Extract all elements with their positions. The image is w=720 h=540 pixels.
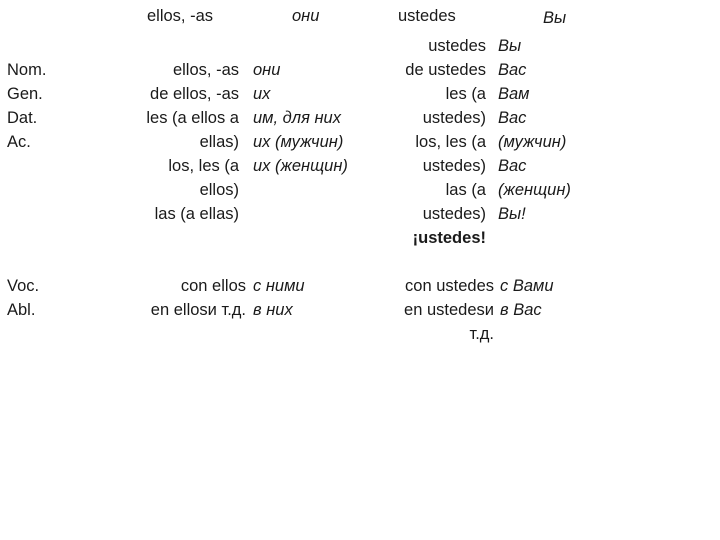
vy-form: Вам	[498, 85, 530, 103]
vy-form: Вы	[498, 37, 522, 55]
vy-form: в Вас	[500, 301, 542, 319]
case-label: Nom.	[7, 61, 47, 79]
case-labels-top	[7, 58, 46, 154]
oni-form: их (женщин)	[253, 157, 348, 175]
case-label: Abl.	[7, 301, 36, 319]
ellos-form: los, les (a	[168, 157, 239, 175]
oni-form: их	[253, 85, 271, 103]
ustedes-form: los, les (a	[415, 133, 486, 151]
header-ellos: ellos, -as	[147, 7, 214, 25]
ustedes-form: las (a	[445, 181, 486, 199]
ustedes-form: ustedes	[428, 37, 486, 55]
case-label: Ac.	[7, 133, 31, 151]
oni-form: им, для них	[253, 109, 341, 127]
ustedes-vocative: ¡ustedes!	[412, 229, 486, 247]
ellos-form: ellos)	[199, 181, 239, 199]
ellos-form: con ellos	[180, 277, 246, 295]
oni-form: в них	[253, 301, 293, 319]
ellos-form: las (a ellas)	[154, 205, 239, 223]
ustedes-form: de ustedes	[405, 61, 486, 79]
ustedes-forms-top	[405, 34, 486, 250]
case-label: Gen.	[7, 85, 43, 103]
ustedes-form: ustedes)	[422, 205, 486, 223]
ustedes-form: т.д.	[469, 325, 494, 343]
ustedes-form: en ustedesи	[404, 301, 494, 319]
oni-form: они	[253, 61, 281, 79]
vy-form: Вы!	[498, 205, 526, 223]
header-oni: они	[292, 7, 320, 25]
case-label: Voc.	[7, 277, 40, 295]
ustedes-form: con ustedes	[405, 277, 494, 295]
oni-forms-top	[253, 58, 348, 178]
header-vy: Вы	[543, 9, 567, 27]
ellos-form: de ellos, -as	[150, 85, 239, 103]
vy-form: Вас	[498, 61, 527, 79]
ustedes-forms-bottom	[404, 274, 494, 346]
ellos-form: ellas)	[199, 133, 239, 151]
ellos-form: les (a ellos a	[146, 109, 239, 127]
header-ustedes: ustedes	[398, 7, 456, 25]
vy-forms-bottom	[500, 274, 554, 322]
vy-form: Вас	[498, 157, 527, 175]
ustedes-form: ustedes)	[422, 109, 486, 127]
vy-form: (мужчин)	[498, 133, 567, 151]
ellos-forms-bottom	[151, 274, 246, 322]
ellos-forms-top	[146, 58, 239, 226]
vy-forms-top	[498, 34, 571, 226]
ellos-form: ellos, -as	[172, 61, 239, 79]
oni-forms-bottom	[253, 274, 305, 322]
oni-form: их (мужчин)	[253, 133, 344, 151]
vy-form: с Вами	[500, 277, 554, 295]
ellos-form: en ellosи т.д.	[150, 301, 246, 319]
case-label: Dat.	[7, 109, 38, 127]
oni-form: с ними	[253, 277, 305, 295]
vy-form: (женщин)	[498, 181, 571, 199]
vy-form: Вас	[498, 109, 527, 127]
ustedes-form: les (a	[445, 85, 486, 103]
ustedes-form: ustedes)	[422, 157, 486, 175]
case-labels-bottom	[7, 274, 39, 322]
